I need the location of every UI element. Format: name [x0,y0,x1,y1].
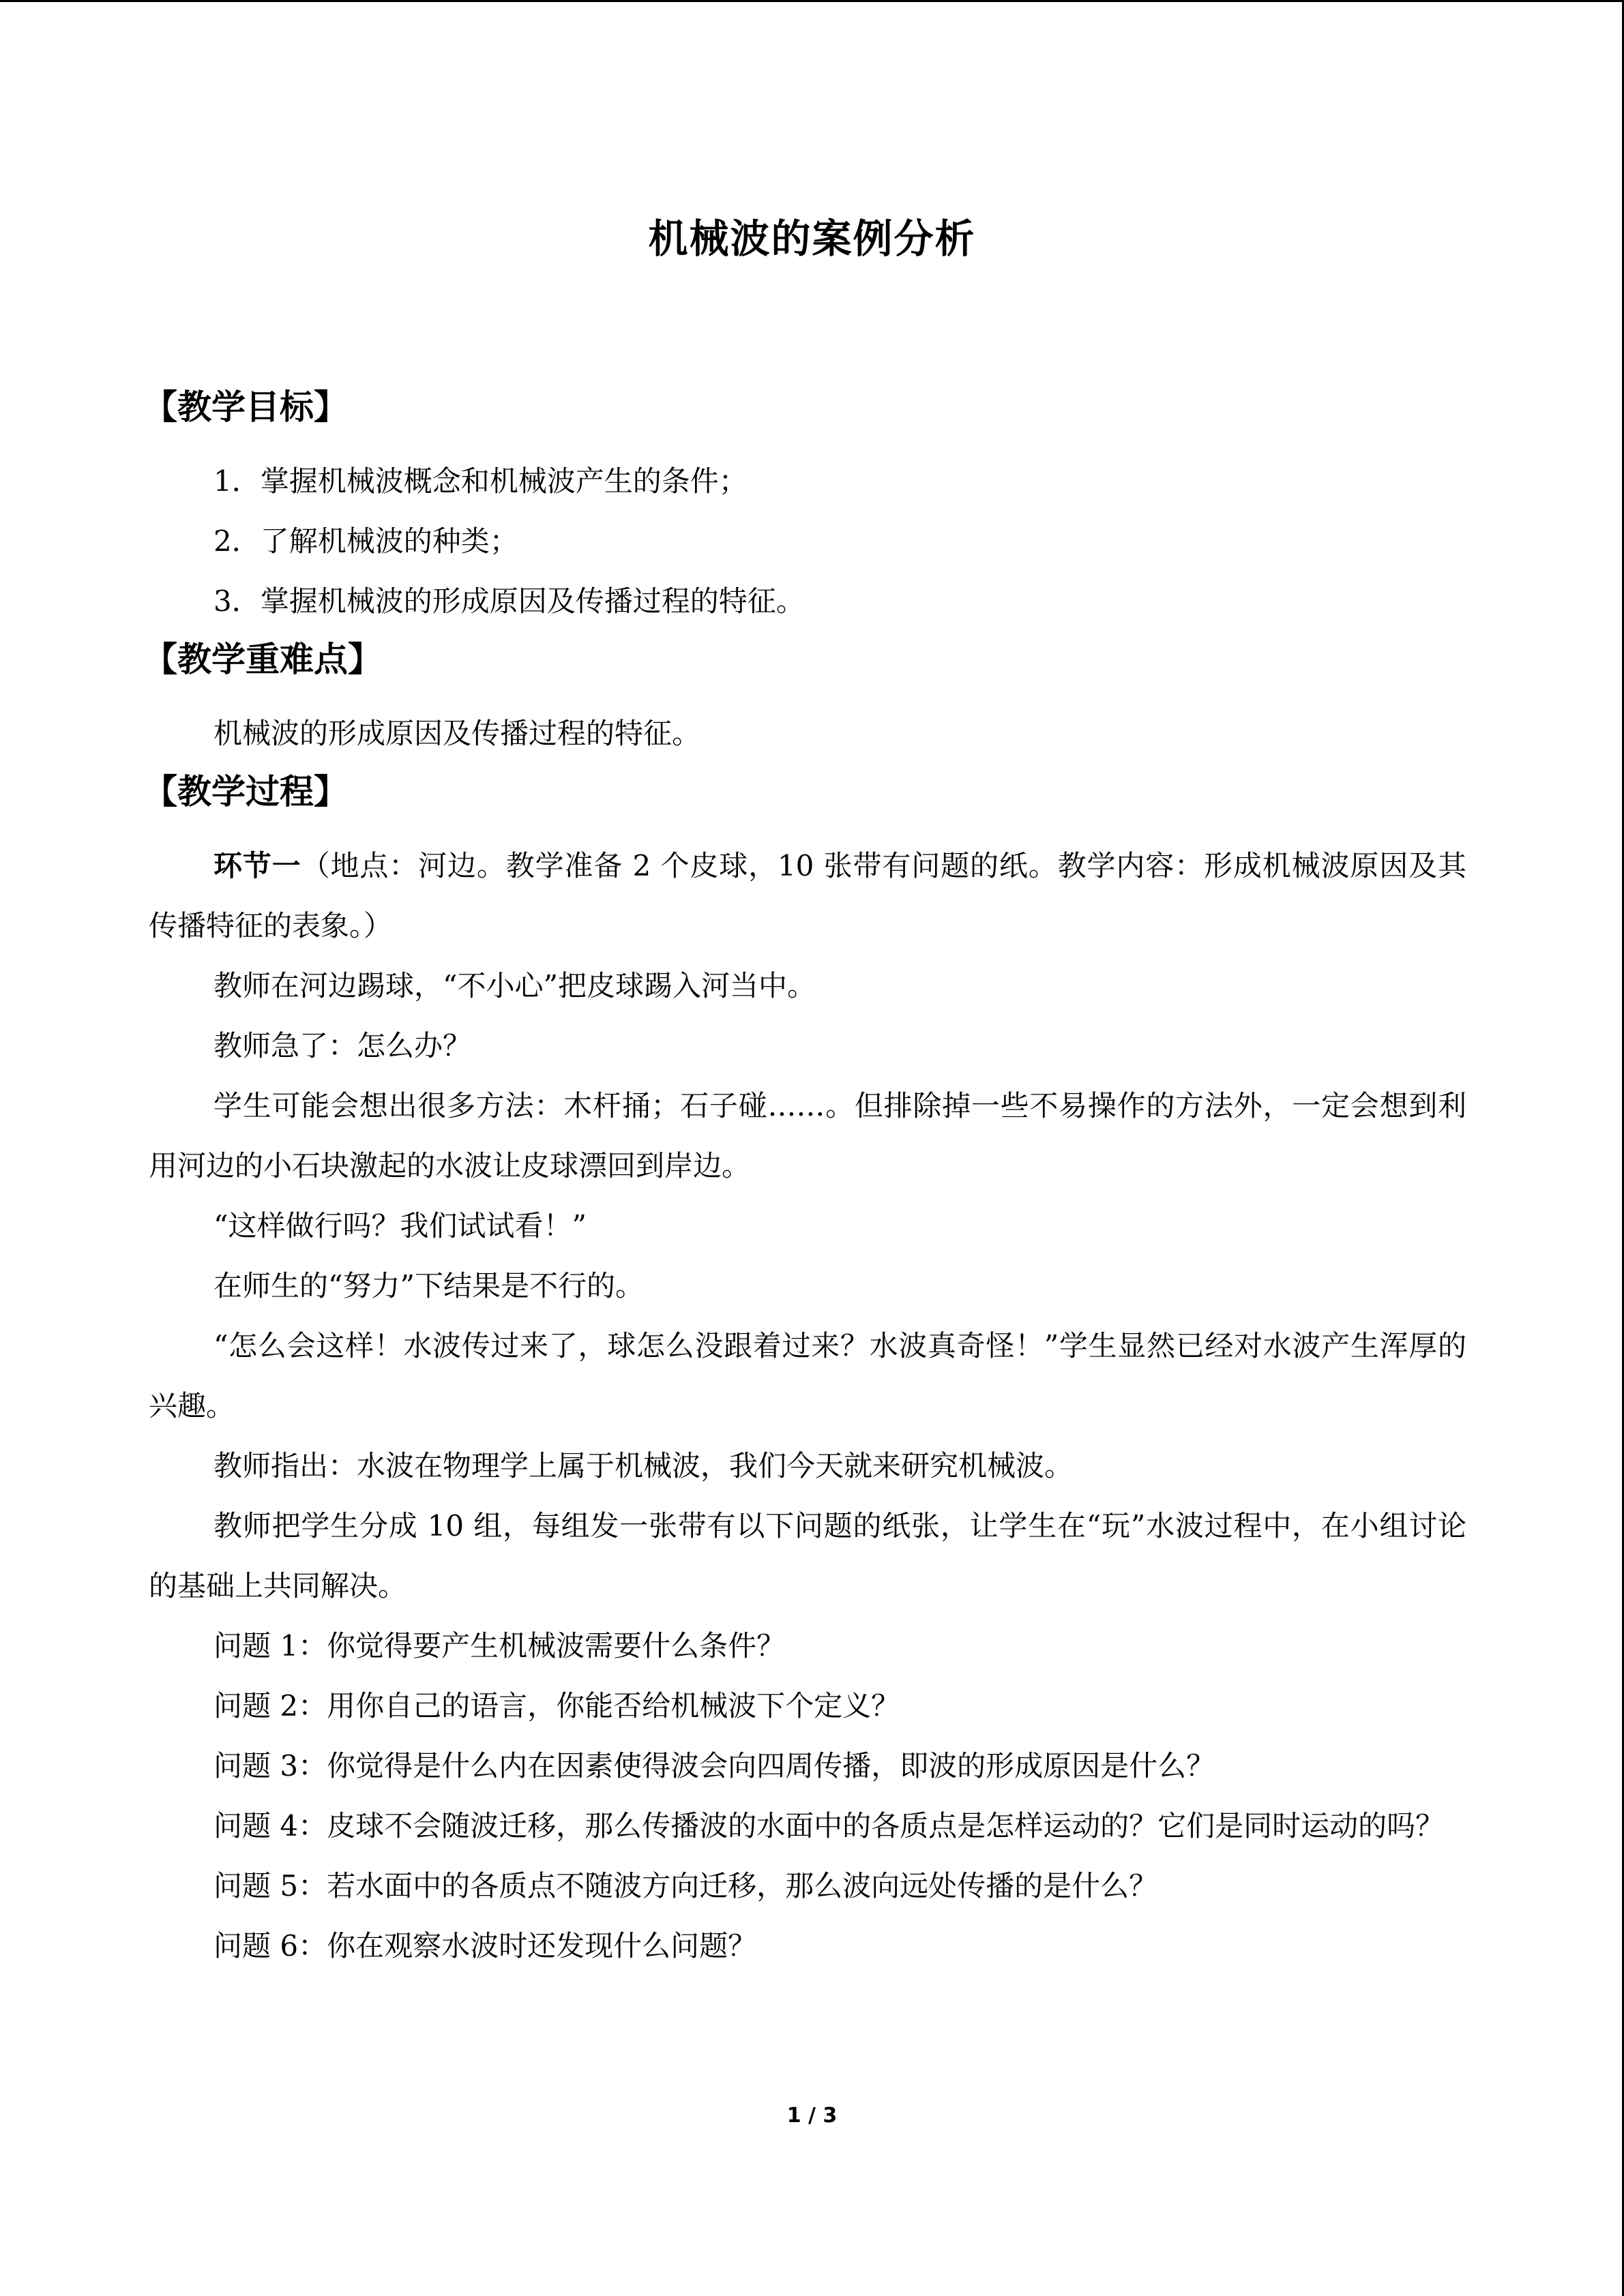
process-paragraph-5: 在师生的“努力”下结果是不行的。 [213,1269,644,1302]
process-paragraph-2: 教师急了：怎么办？ [213,1029,472,1062]
key-points-text: 机械波的形成原因及传播过程的特征。 [213,717,701,750]
objective-item-1: 1．掌握机械波概念和机械波产生的条件； [213,464,748,498]
page-number: 1 / 3 [786,2104,838,2128]
process-paragraph-1: 教师在河边踢球，“不小心”把皮球踢入河当中。 [213,969,816,1002]
question-5: 问题 5：若水面中的各质点不随波方向迁移，那么波向远处传播的是什么？ [213,1869,1158,1903]
question-6: 问题 6：你在观察水波时还发现什么问题？ [213,1929,757,1963]
key-points-heading: 【教学重难点】 [143,640,382,679]
process-paragraph-7: 教师指出：水波在物理学上属于机械波，我们今天就来研究机械波。 [213,1449,1074,1482]
objective-item-3: 3．掌握机械波的形成原因及传播过程的特征。 [213,584,805,618]
stage-1-text: （地点：河边。教学准备 2 个皮球，10 张带有问题的纸。教学内容：形成机械波原因及其传播特征的表象。） [149,849,1466,942]
stage-1-label: 环节一 [213,849,301,882]
question-1: 问题 1：你觉得要产生机械波需要什么条件？ [213,1629,786,1663]
objectives-heading: 【教学目标】 [143,387,348,427]
process-paragraph-6: “怎么会这样！水波传过来了，球怎么没跟着过来？水波真奇怪！”学生显然已经对水波产生浑厚的兴趣。 [149,1329,1466,1422]
process-paragraph-4: “这样做行吗？我们试试看！” [213,1209,587,1242]
stage-1-paragraph [149,836,1466,956]
process-heading: 【教学过程】 [143,772,348,811]
question-4: 问题 4：皮球不会随波迁移，那么传播波的水面中的各质点是怎样运动的？它们是同时运动的吗？ [213,1809,1445,1843]
process-paragraph-8: 教师把学生分成 10 组，每组发一张带有以下问题的纸张，让学生在“玩”水波过程中，在小组讨论的基础上共同解决。 [149,1509,1466,1602]
question-2: 问题 2：用你自己的语言，你能否给机械波下个定义？ [213,1689,900,1723]
objective-item-2: 2．了解机械波的种类； [213,524,518,558]
page-border-top [0,0,1624,2]
document-body [143,382,1466,1976]
question-3: 问题 3：你觉得是什么内在因素使得波会向四周传播，即波的形成原因是什么？ [213,1749,1215,1783]
process-paragraph-3: 学生可能会想出很多方法：木杆捅；石子碰……。但排除掉一些不易操作的方法外，一定会想到利用河边的小石块激起的水波让皮球漂回到岸边。 [149,1089,1466,1182]
document-title: 机械波的案例分析 [648,215,976,262]
